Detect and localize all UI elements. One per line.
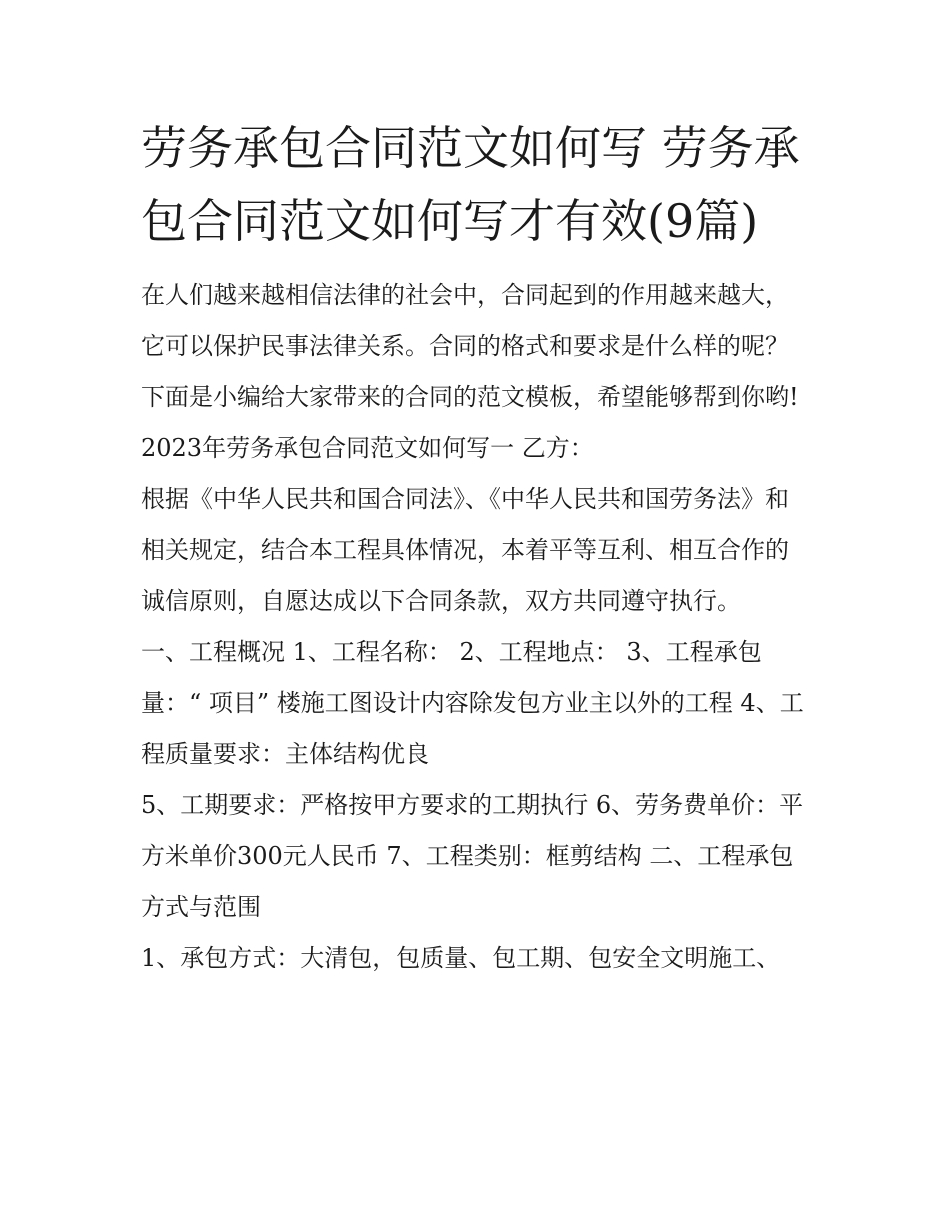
paragraph-project-overview: 一、工程概况 1、工程名称： 2、工程地点： 3、工程承包量：“ 项目” 楼施工图设计内容除发包方业主以外的工程 4、工程质量要求：主体结构优良 bbox=[141, 638, 804, 768]
document-title: 劳务承包合同范文如何写 劳务承包合同范文如何写才有效(9篇) bbox=[141, 121, 800, 248]
paragraph-section-heading: 2023年劳务承包合同范文如何写一 乙方： bbox=[141, 434, 594, 462]
paragraph-intro: 在人们越来越相信法律的社会中，合同起到的作用越来越大，它可以保护民事法律关系。合同的格式和要求是什么样的呢？下面是小编给大家带来的合同的范文模板，希望能够帮到你哟! bbox=[141, 281, 799, 411]
paragraph-contract-method: 1、承包方式：大清包，包质量、包工期、包安全文明施工、 bbox=[141, 944, 781, 972]
document-body bbox=[141, 112, 821, 984]
paragraph-schedule-price: 5、工期要求：严格按甲方要求的工期执行 6、劳务费单价：平方米单价300元人民币 7、工程类别：框剪结构 二、工程承包方式与范围 bbox=[141, 791, 804, 921]
paragraph-legal-basis: 根据《中华人民共和国合同法》、《中华人民共和国劳务法》和相关规定，结合本工程具体情况，本着平等互利、相互合作的诚信原则，自愿达成以下合同条款，双方共同遵守执行。 bbox=[141, 485, 789, 615]
